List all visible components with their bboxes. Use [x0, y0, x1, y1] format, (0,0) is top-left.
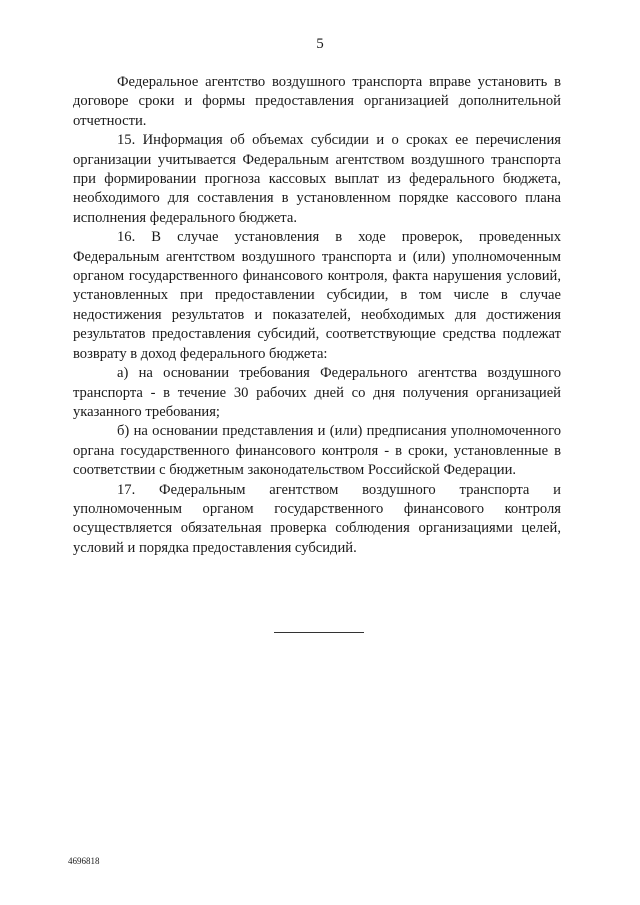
document-body — [73, 73, 561, 558]
paragraph-16-b: б) на основании представления и (или) предписания уполномоченного органа государственного финансового контроля - в сроки, установленные в соответствии с бюджетным законодательством Российской Федерации. — [73, 423, 561, 479]
page-number: 5 — [316, 36, 324, 52]
paragraph-15: 15. Информация об объемах субсидии и о сроках ее перечисления организации учитывается Федеральным агентством воздушного транспорта при формировании прогноза кассовых выплат из федерального бюджета, необходимого для составления в установленном порядке кассового плана исполнения федерального бюджета. — [73, 132, 561, 226]
paragraph-16-a: а) на основании требования Федерального агентства воздушного транспорта - в течение 30 рабочих дней со дня получения организацией указанного требования; — [73, 365, 561, 420]
document-code: 4696818 — [68, 856, 100, 866]
end-separator-line — [274, 632, 364, 633]
paragraph-17: 17. Федеральным агентством воздушного транспорта и уполномоченным органом государственного финансового контроля осуществляется обязательная проверка соблюдения организациями целей, условий и порядка предоставления субсидий. — [73, 481, 561, 556]
paragraph-16: 16. В случае установления в ходе проверок, проведенных Федеральным агентством воздушного транспорта и (или) уполномоченным органом государственного финансового контроля, факта нарушения условий, установленных при предоставлении субсидии, в том числе в случае недостижения результатов и показателей, необходимых для достижения результатов предоставления субсидий, соответствующие средства подлежат возврату в доход федерального бюджета: — [73, 229, 561, 362]
paragraph-reporting: Федеральное агентство воздушного транспорта вправе установить в договоре сроки и формы предоставления организацией дополнительной отчетности. — [73, 74, 561, 129]
